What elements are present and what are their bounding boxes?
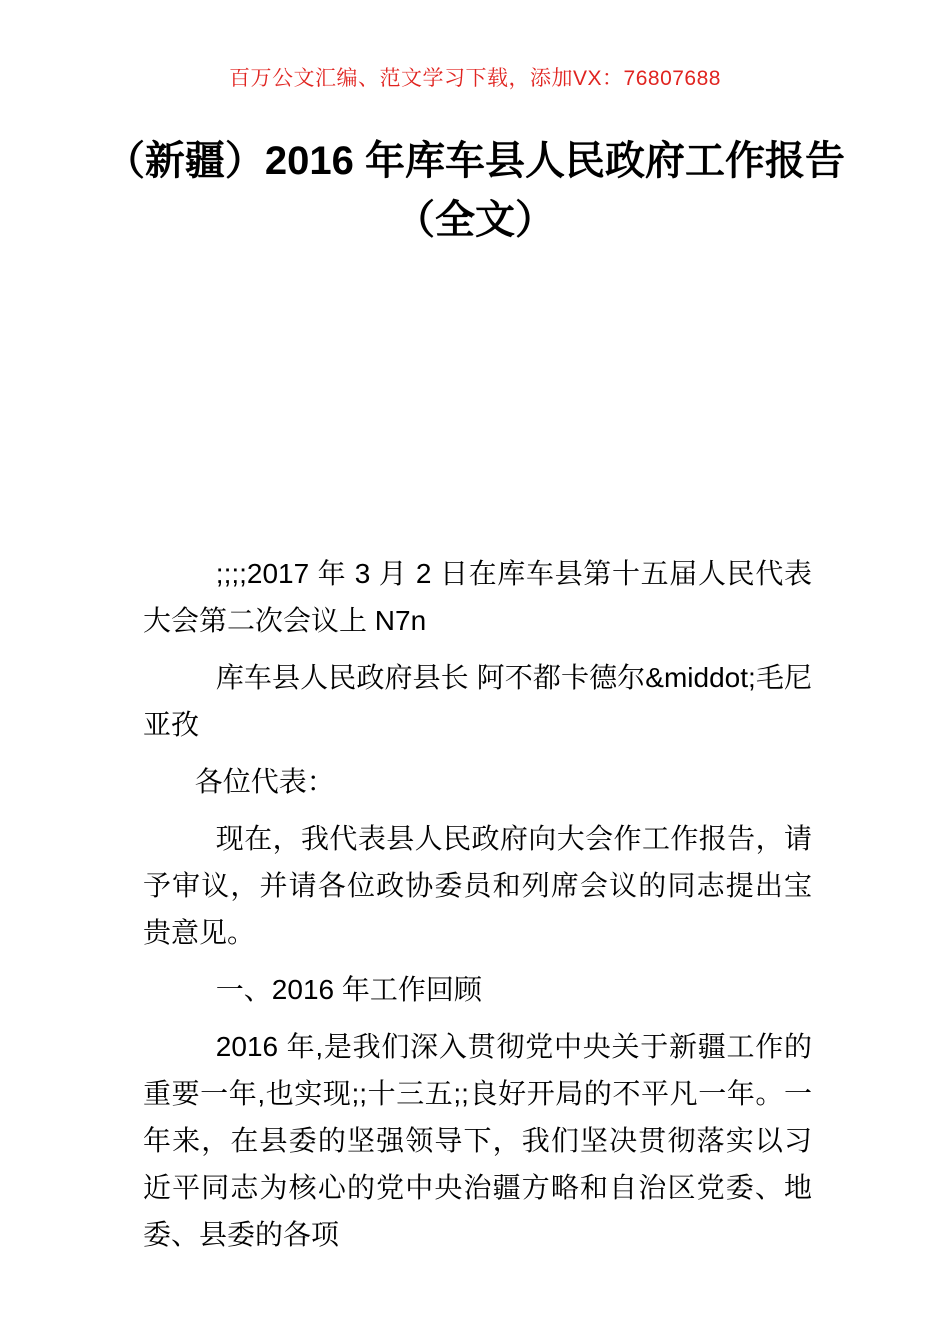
paragraph-salutation: 各位代表： bbox=[194, 766, 335, 797]
page-title bbox=[0, 132, 950, 250]
document-body bbox=[0, 550, 950, 1258]
promo-header-text: 百万公文汇编、范文学习下载，添加VX：76807688 bbox=[229, 67, 721, 90]
paragraph-meeting-info: ;;;;2017 年 3 月 2 日在库车县第十五届人民代表大会第二次会议上 N7n bbox=[143, 558, 812, 636]
page-title-line2: （全文） bbox=[395, 198, 555, 242]
paragraph-section-heading: 一、2016 年工作回顾 bbox=[215, 974, 482, 1005]
page-title-line1: （新疆）2016 年库车县人民政府工作报告 bbox=[104, 139, 846, 183]
paragraph-review-body: 2016 年,是我们深入贯彻党中央关于新疆工作的重要一年,也实现;;十三五;;良好开局的不平凡一年。一年来，在县委的坚强领导下，我们坚决贯彻落实以习近平同志为核心的党中央治疆方略和自治区党委、地委、县委的各项 bbox=[143, 1031, 812, 1250]
paragraph-intro: 现在，我代表县人民政府向大会作工作报告，请予审议，并请各位政协委员和列席会议的同志提出宝贵意见。 bbox=[143, 823, 812, 948]
paragraph-speaker: 库车县人民政府县长 阿不都卡德尔&middot;毛尼亚孜 bbox=[143, 662, 812, 740]
